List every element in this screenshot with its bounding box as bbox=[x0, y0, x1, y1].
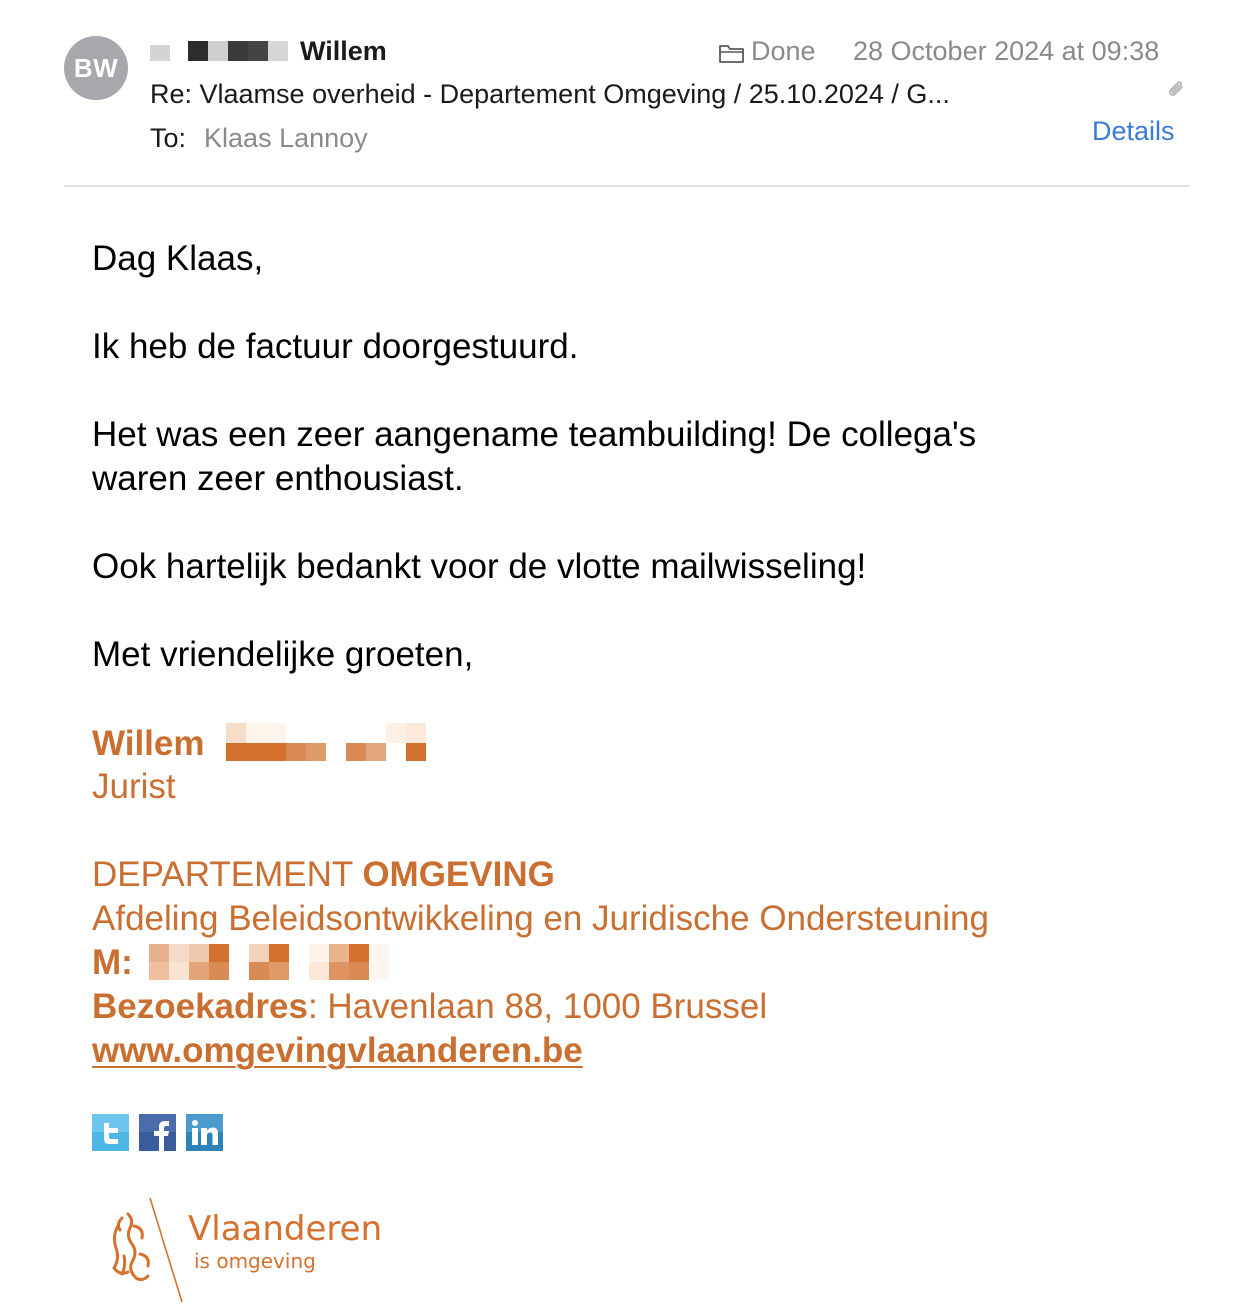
body-line-invoice: Ik heb de factuur doorgestuurd. bbox=[92, 327, 579, 366]
sender-name[interactable]: Willem bbox=[300, 35, 387, 66]
linkedin-icon[interactable] bbox=[186, 1114, 223, 1151]
logo-subtitle: is omgeving bbox=[194, 1249, 316, 1273]
recipient-name[interactable]: Klaas Lannoy bbox=[204, 123, 368, 153]
signature-department bbox=[92, 853, 555, 897]
redacted-surname bbox=[150, 41, 288, 61]
facebook-icon[interactable] bbox=[139, 1114, 176, 1151]
recipient-row bbox=[150, 121, 368, 155]
details-link[interactable]: Details bbox=[1092, 116, 1175, 146]
address-label: Bezoekadres bbox=[92, 987, 308, 1026]
address-value: : Havenlaan 88, 1000 Brussel bbox=[307, 987, 768, 1026]
vlaanderen-logo bbox=[104, 1196, 404, 1304]
signature-name: Willem bbox=[92, 724, 205, 763]
mailbox-label[interactable] bbox=[718, 34, 816, 68]
sender-row bbox=[150, 34, 387, 68]
department-name: OMGEVING bbox=[362, 855, 555, 894]
email-subject: Re: Vlaamse overheid - Departement Omgeving / 25.10.2024 / G... bbox=[150, 79, 950, 109]
website-link[interactable]: www.omgevingvlaanderen.be bbox=[92, 1031, 583, 1070]
mobile-label: M: bbox=[92, 943, 133, 982]
paperclip-icon[interactable] bbox=[1164, 78, 1188, 102]
logo-title: Vlaanderen bbox=[188, 1209, 383, 1249]
signature-division: Afdeling Beleidsontwikkeling en Juridische Ondersteuning bbox=[92, 899, 989, 938]
folder-icon bbox=[718, 42, 745, 64]
email-date: 28 October 2024 at 09:38 bbox=[853, 36, 1160, 66]
signature-mobile-row bbox=[92, 941, 409, 985]
department-prefix: DEPARTEMENT bbox=[92, 855, 363, 894]
lion-emblem bbox=[114, 1214, 148, 1280]
twitter-icon[interactable] bbox=[92, 1114, 129, 1151]
greeting: Dag Klaas, bbox=[92, 239, 264, 278]
body-line-teambuilding: Het was een zeer aangename teambuilding! De collega's bbox=[92, 415, 977, 454]
closing: Met vriendelijke groeten, bbox=[92, 635, 474, 674]
header-divider bbox=[64, 185, 1190, 187]
avatar: BW bbox=[64, 36, 128, 100]
signature-name-row bbox=[92, 721, 426, 766]
body-line-thanks: Ook hartelijk bedankt voor de vlotte mailwisseling! bbox=[92, 547, 867, 586]
redacted-signature-surname bbox=[226, 721, 426, 761]
mailbox-name: Done bbox=[751, 35, 816, 66]
to-label: To: bbox=[150, 123, 187, 153]
signature-website-row bbox=[92, 1029, 583, 1073]
redacted-phone-number bbox=[149, 942, 409, 982]
signature-address bbox=[92, 985, 767, 1029]
signature-role: Jurist bbox=[92, 767, 176, 806]
body-line-enthusiast: waren zeer enthousiast. bbox=[92, 459, 464, 498]
